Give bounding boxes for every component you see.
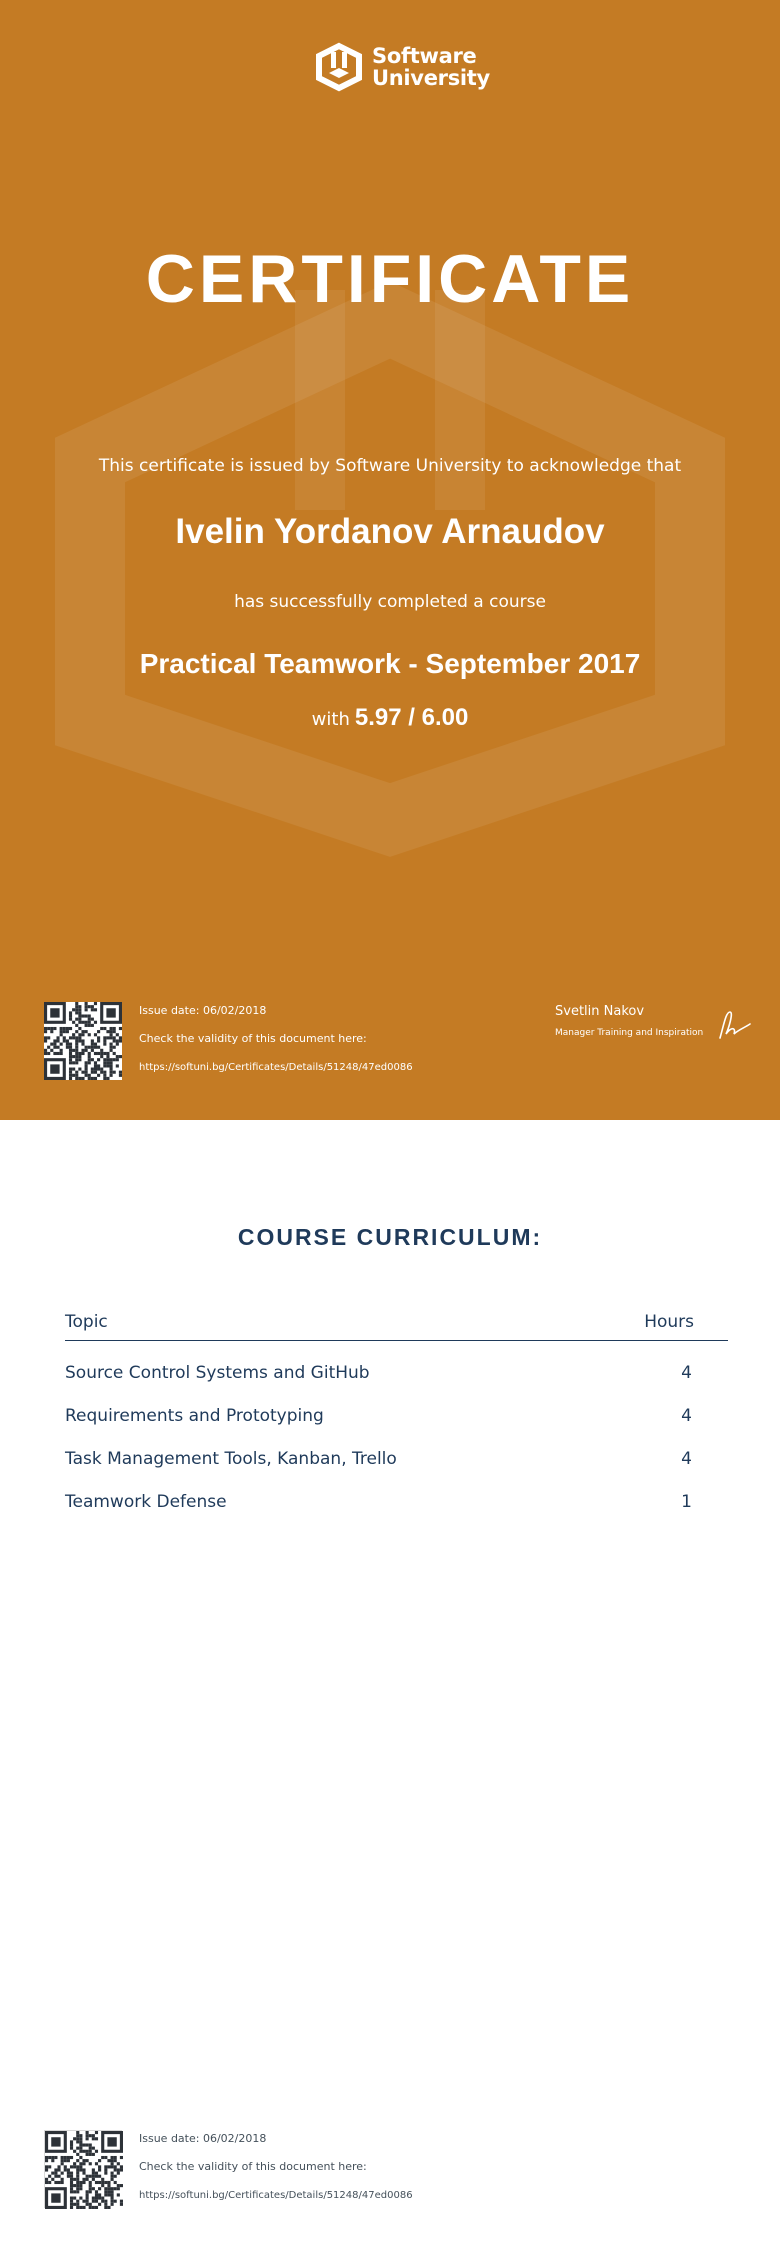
curriculum-table [65, 1312, 728, 1523]
grade-value: 5.97 / 6.00 [354, 704, 469, 731]
row-hours: 4 [681, 1362, 692, 1383]
qr-code-icon [45, 2131, 123, 2209]
validity-url[interactable]: https://softuni.bg/Certificates/Details/51248/47ed0086 [139, 1062, 413, 1073]
row-hours: 1 [681, 1491, 692, 1512]
bottom-footer-text [139, 2132, 499, 2212]
validity-check-text: Check the validity of this document here: [139, 2160, 367, 2173]
header-hours: Hours [644, 1312, 694, 1332]
row-topic: Teamwork Defense [65, 1491, 227, 1512]
validity-check-text: Check the validity of this document here: [139, 1032, 367, 1045]
issued-text: This certificate is issued by Software University to acknowledge that [98, 456, 682, 476]
course-name: Practical Teamwork - September 2017 [139, 648, 641, 679]
table-header [65, 1312, 728, 1341]
issue-date: Issue date: 06/02/2018 [139, 2132, 267, 2145]
table-row [65, 1437, 728, 1480]
signature-icon [714, 1004, 754, 1044]
row-hours: 4 [681, 1448, 692, 1469]
validity-url[interactable]: https://softuni.bg/Certificates/Details/51248/47ed0086 [139, 2190, 413, 2201]
table-row [65, 1351, 728, 1394]
row-topic: Source Control Systems and GitHub [65, 1362, 370, 1383]
grade-prefix: with [311, 709, 350, 730]
signatory-name: Svetlin Nakov [555, 1004, 645, 1019]
grade-line [0, 704, 780, 732]
header-topic: Topic [65, 1312, 108, 1332]
certificate-title: CERTIFICATE [145, 241, 635, 317]
row-hours: 4 [681, 1405, 692, 1426]
table-row [65, 1480, 728, 1523]
certificate-hero [0, 0, 780, 1120]
logo-text: Software University [372, 44, 490, 90]
table-row [65, 1394, 728, 1437]
recipient-name: Ivelin Yordanov Arnaudov [175, 512, 605, 551]
softuni-logo [314, 42, 490, 92]
hero-footer-text [139, 1004, 499, 1084]
row-topic: Requirements and Prototyping [65, 1405, 324, 1426]
softuni-logo-icon [314, 42, 364, 92]
qr-code[interactable] [44, 2130, 122, 2208]
signatory-title: Manager Training and Inspiration [555, 1028, 704, 1038]
completed-text: has successfully completed a course [234, 592, 546, 612]
row-topic: Task Management Tools, Kanban, Trello [65, 1448, 397, 1469]
qr-code-icon [44, 1002, 122, 1080]
issue-date: Issue date: 06/02/2018 [139, 1004, 267, 1017]
page-footer [0, 2130, 780, 2230]
qr-code[interactable] [44, 1002, 122, 1080]
curriculum-title: COURSE CURRICULUM: [237, 1224, 543, 1250]
watermark-logo-icon [0, 0, 780, 1120]
